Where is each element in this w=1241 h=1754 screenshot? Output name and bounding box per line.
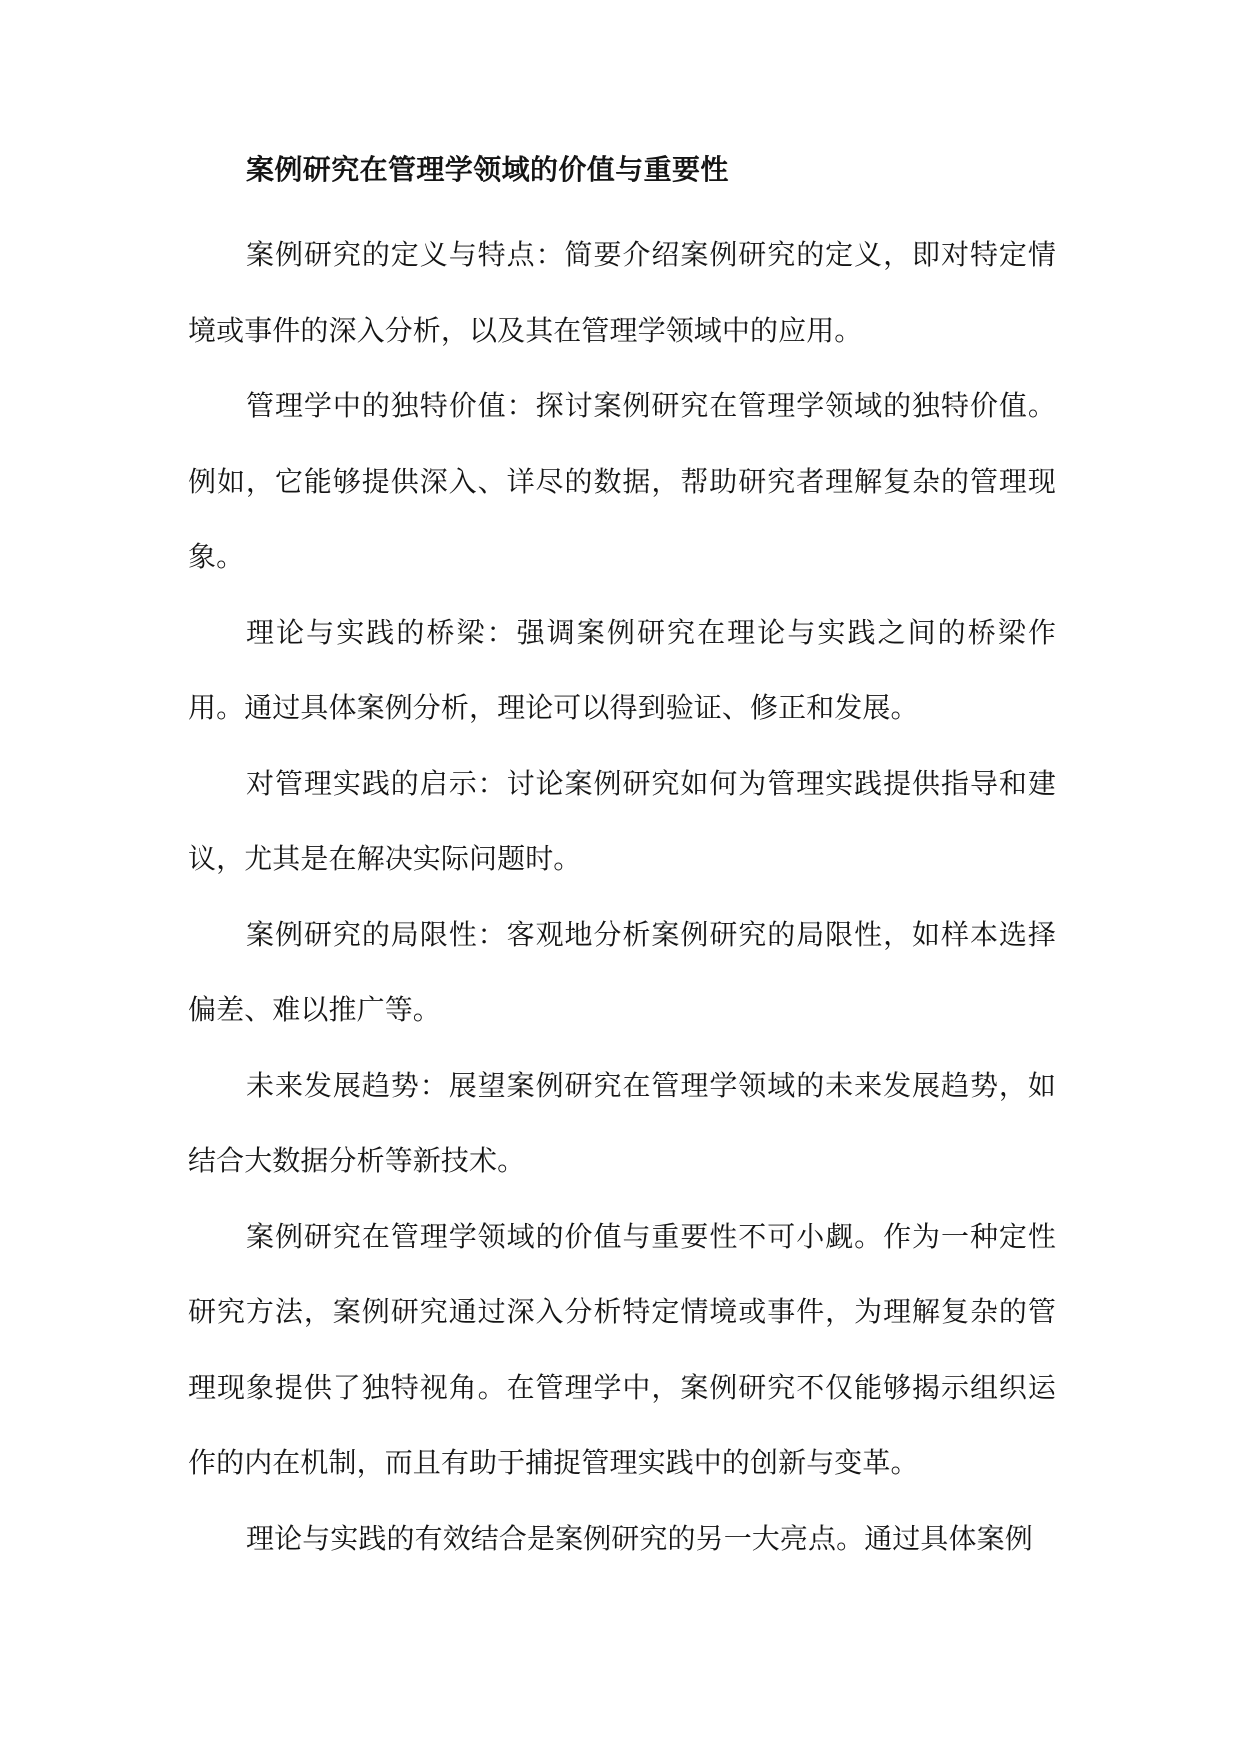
document-title: 案例研究在管理学领域的价值与重要性	[246, 153, 729, 186]
paragraph-value-summary: 案例研究在管理学领域的价值与重要性不可小觑。作为一种定性研究方法，案例研究通过深入分析特定情境或事件，为理解复杂的管理现象提供了独特视角。在管理学中，案例研究不仅能够揭示组织运作的内在机制，而且有助于捕捉管理实践中的创新与变革。	[188, 1219, 1056, 1479]
paragraph-definition: 案例研究的定义与特点：简要介绍案例研究的定义，即对特定情境或事件的深入分析，以及其在管理学领域中的应用。	[188, 238, 1056, 347]
document-body	[188, 140, 1056, 1576]
paragraph-theory-practice: 理论与实践的有效结合是案例研究的另一大亮点。通过具体案例	[246, 1521, 1033, 1555]
paragraph-limitations: 案例研究的局限性：客观地分析案例研究的局限性，如样本选择偏差、难以推广等。	[188, 917, 1056, 1026]
paragraph-practice-implications: 对管理实践的启示：讨论案例研究如何为管理实践提供指导和建议，尤其是在解决实际问题时。	[188, 766, 1056, 875]
paragraph-bridge: 理论与实践的桥梁：强调案例研究在理论与实践之间的桥梁作用。通过具体案例分析，理论可以得到验证、修正和发展。	[188, 615, 1056, 724]
paragraph-unique-value: 管理学中的独特价值：探讨案例研究在管理学领域的独特价值。例如，它能够提供深入、详尽的数据，帮助研究者理解复杂的管理现象。	[188, 389, 1056, 573]
paragraph-future-trends: 未来发展趋势：展望案例研究在管理学领域的未来发展趋势，如结合大数据分析等新技术。	[188, 1068, 1056, 1177]
